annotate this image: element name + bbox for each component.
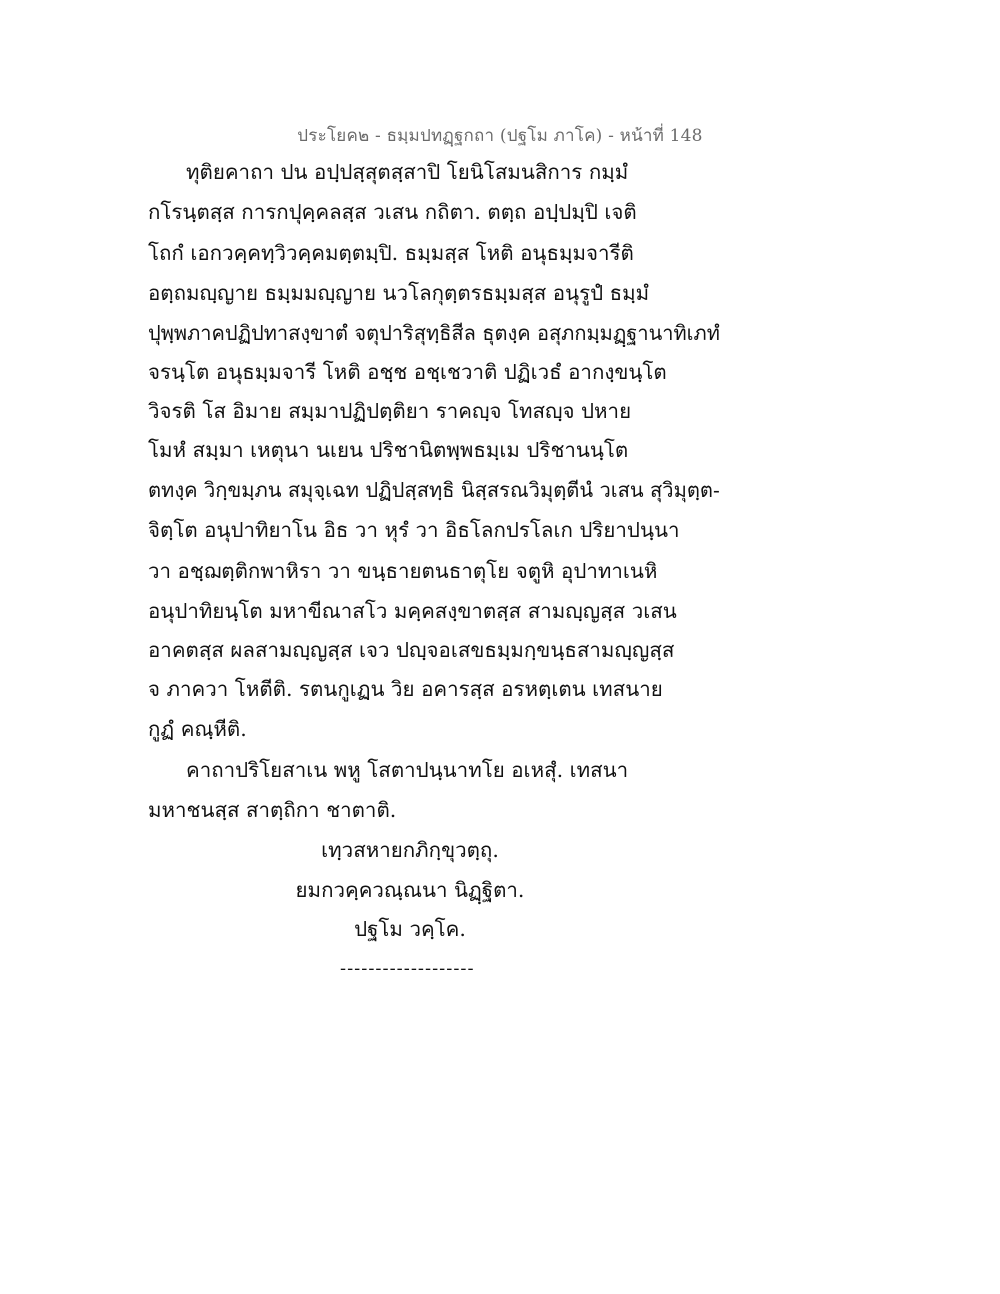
body-line: มหาชนสฺส สาตฺถิกา ชาตาติ. (148, 798, 397, 822)
body-line: ทุติยคาถา ปน อปฺปสฺสุตสฺสาปิ โยนิโสมนสิการ กมฺมํ (186, 160, 629, 184)
body-line: โถกํ เอกวคฺคทฺวิวคฺคมตฺตมฺปิ. ธมฺมสฺส โหติ อนุธมฺมจารีติ (148, 241, 634, 265)
body-line: จรนฺโต อนุธมฺมจารี โหติ อชฺช อชฺเชวาติ ปฏิเวธํ อากงฺขนฺโต (148, 360, 667, 384)
body-line: อนุปาทิยนฺโต มหาขีณาสโว มคฺคสงฺขาตสฺส สามญฺญสฺส วเสน (148, 599, 677, 623)
section-end-rule: ------------------- (340, 958, 475, 979)
body-line: กโรนฺตสฺส การกปุคฺคลสฺส วเสน กถิตา. ตตฺถ อปฺปมฺปิ เจติ (148, 200, 637, 224)
body-line: วา อชฺฌตฺติกพาหิรา วา ขนฺธายตนธาตุโย จตูหิ อุปาทาเนหิ (148, 559, 658, 583)
body-line: ปุพฺพภาคปฏิปทาสงฺขาตํ จตุปาริสุทฺธิสีล ธุตงฺค อสุภกมฺมฏฺฐานาทิเภทํ (148, 321, 720, 345)
body-line: ตทงฺค วิกฺขมฺภน สมุจฺเฉท ปฏิปสฺสทฺธิ นิสฺสรณวิมุตฺตีนํ วเสน สุวิมุตฺต- (148, 478, 720, 502)
body-line: อาคตสฺส ผลสามญฺญสฺส เจว ปญฺจอเสขธมฺมกฺขนฺธสามญฺญสฺส (148, 638, 675, 662)
body-line: จิตฺโต อนุปาทิยาโน อิธ วา หุรํ วา อิธโลกปรโลเก ปริยาปนฺนา (148, 518, 680, 542)
body-line: อตฺถมญฺญาย ธมฺมมญฺญาย นวโลกุตฺตรธมฺมสฺส อนุรูปํ ธมฺมํ (148, 281, 650, 305)
colophon-story-title: เทฺวสหายกภิกฺขุวตฺถุ. (321, 838, 499, 862)
body-line: โมหํ สมฺมา เหตุนา นเยน ปริชานิตพฺพธมฺเม ปริชานนฺโต (148, 438, 629, 462)
page-header: ประโยค๒ - ธมฺมปทฏฺฐกถา (ปฐโม ภาโค) - หน้าที่ 148 (297, 126, 703, 146)
body-line: วิจรติ โส อิมาย สมฺมาปฏิปตฺติยา ราคญฺจ โทสญฺจ ปหาย (148, 399, 632, 423)
body-line: จ ภาควา โหตีติ. รตนกูเฏน วิย อคารสฺส อรหตฺเตน เทสนาย (148, 677, 663, 701)
body-line: กูฏํ คณฺหีติ. (148, 717, 247, 741)
body-line: คาถาปริโยสาเน พหู โสตาปนฺนาทโย อเหสุํ. เทสนา (186, 758, 629, 782)
colophon-section-title: ปฐโม วคฺโค. (354, 917, 466, 941)
colophon-chapter-end: ยมกวคฺควณฺณนา นิฏฺฐิตา. (295, 878, 525, 902)
